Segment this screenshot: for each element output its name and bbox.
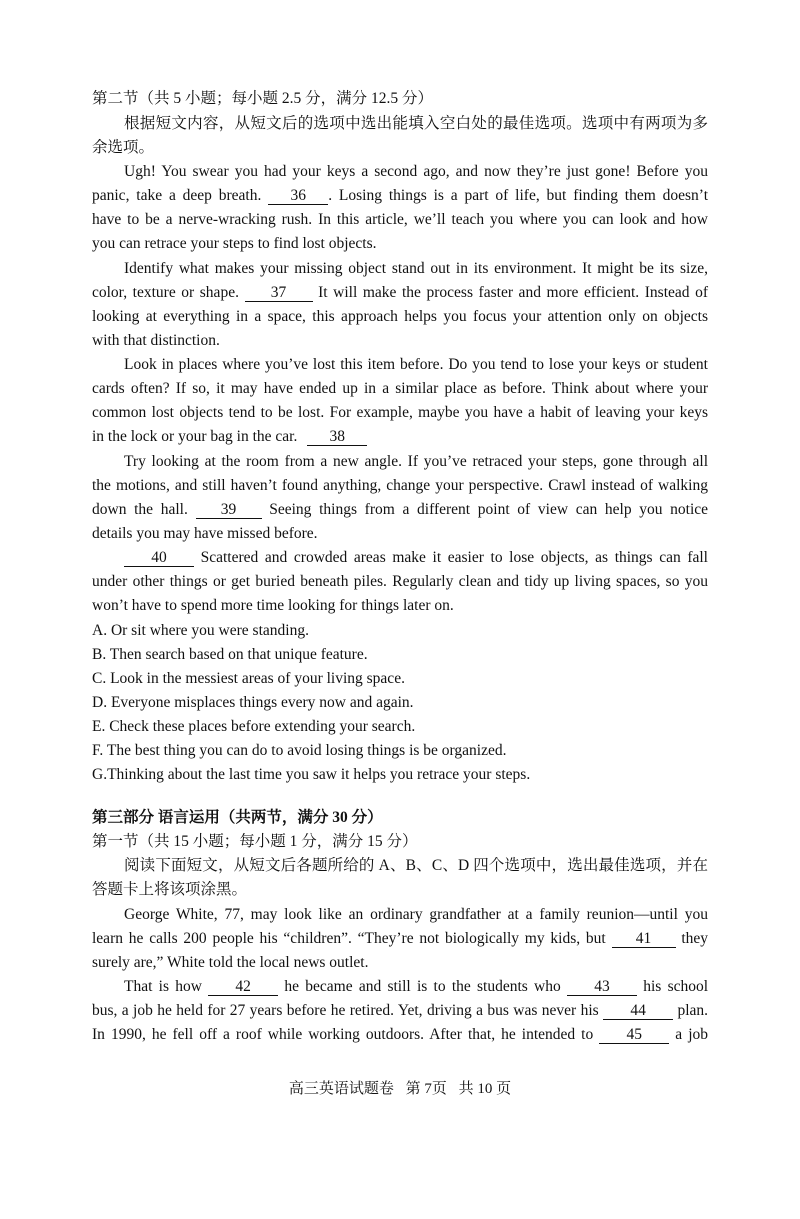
option-e: E. Check these places before extending your search. (92, 718, 416, 735)
passage-line: cards often? If so, it may have ended up in a similar place as before. Think about where your (92, 380, 708, 397)
footer-page-total: 共 10 页 (458, 1081, 512, 1097)
passage-line: Ugh! You swear you had your keys a second ago, and now they’re just gone! Before you (124, 163, 708, 180)
passage-line: George White, 77, may look like an ordinary grandfather at a family reunion—until you (124, 906, 708, 923)
passage-line: color, texture or shape. 37 It will make the process faster and more efficient. Instead of (92, 284, 708, 301)
section-2-instruction: 根据短文内容，从短文后的选项中选出能填入空白处的最佳选项。选项中有两项为多 (124, 115, 708, 132)
passage-line: 40 Scattered and crowded areas make it easier to lose objects, as things can fall (124, 550, 708, 567)
blank-42: 42 (208, 979, 278, 996)
blank-39: 39 (196, 502, 262, 519)
option-f: F. The best thing you can do to avoid losing things is be organized. (92, 742, 507, 759)
blank-43: 43 (567, 979, 637, 996)
option-g: G.Thinking about the last time you saw it helps you retrace your steps. (92, 766, 531, 783)
part-3-instruction: 阅读下面短文，从短文后各题所给的 A、B、C、D 四个选项中，选出最佳选项，并在 (124, 857, 708, 874)
passage-line: surely are,” White told the local news outlet. (92, 954, 369, 971)
passage-line: learn he calls 200 people his “children”. “They’re not biologically my kids, but 41 they (92, 930, 709, 947)
part-3-title: 第三部分 语言运用（共两节，满分 30 分） (92, 809, 383, 826)
part-3-instruction-cont: 答题卡上将该项涂黑。 (92, 881, 248, 898)
footer-page-number: 第 7页 (405, 1081, 447, 1097)
page-footer (0, 1077, 800, 1098)
passage-line: Identify what makes your missing object stand out in its environment. It might be its size, (124, 260, 708, 277)
blank-38: 38 (307, 429, 367, 446)
blank-36: 36 (268, 188, 328, 205)
blank-41: 41 (612, 931, 676, 948)
footer-title: 高三英语试题卷 (288, 1081, 394, 1097)
option-b: B. Then search based on that unique feature. (92, 646, 368, 663)
section-2-instruction-cont: 余选项。 (92, 139, 155, 156)
blank-45: 45 (599, 1027, 669, 1044)
passage-line: under other things or get buried beneath piles. Regularly clean and tidy up living spaces, so you (92, 573, 708, 590)
passage-line: panic, take a deep breath. 36 . Losing things is a part of life, but finding them doesn’t (92, 187, 708, 204)
section-2-header: 第二节（共 5 小题；每小题 2.5 分，满分 12.5 分） (92, 90, 434, 107)
blank-37: 37 (245, 285, 313, 302)
passage-line: the motions, and still haven’t found anything, change your perspective. Crawl instead of walking (92, 477, 708, 494)
passage-line: have to be a nerve-wracking rush. In this article, we’ll teach you where you can look and how (92, 211, 708, 228)
option-c: C. Look in the messiest areas of your living space. (92, 670, 405, 687)
passage-line: That is how 42 he became and still is to the students who 43 his school (124, 978, 709, 995)
passage-line: you can retrace your steps to find lost objects. (92, 235, 377, 252)
passage-line: looking at everything in a space, this approach helps you focus your attention only on objects (92, 308, 708, 325)
passage-line: In 1990, he fell off a roof while working outdoors. After that, he intended to 45 a job (92, 1026, 709, 1043)
passage-line: Look in places where you’ve lost this item before. Do you tend to lose your keys or student (124, 356, 708, 373)
passage-line: bus, a job he held for 27 years before he retired. Yet, driving a bus was never his 44 plan. (92, 1002, 709, 1019)
passage-line: details you may have missed before. (92, 525, 318, 542)
option-d: D. Everyone misplaces things every now and again. (92, 694, 414, 711)
passage-line: with that distinction. (92, 332, 220, 349)
section-1-header: 第一节（共 15 小题；每小题 1 分，满分 15 分） (92, 833, 418, 850)
passage-line: in the lock or your bag in the car. 38 (92, 429, 367, 446)
passage-line: down the hall. 39 Seeing things from a different point of view can help you notice (92, 501, 709, 518)
passage-line: common lost objects tend to be lost. For example, maybe you have a habit of leaving your keys (92, 404, 708, 421)
option-a: A. Or sit where you were standing. (92, 622, 309, 639)
blank-44: 44 (603, 1003, 673, 1020)
blank-40: 40 (124, 550, 194, 567)
passage-line: Try looking at the room from a new angle. If you’ve retraced your steps, gone through all (124, 453, 708, 470)
passage-line: won’t have to spend more time looking for things later on. (92, 597, 454, 614)
